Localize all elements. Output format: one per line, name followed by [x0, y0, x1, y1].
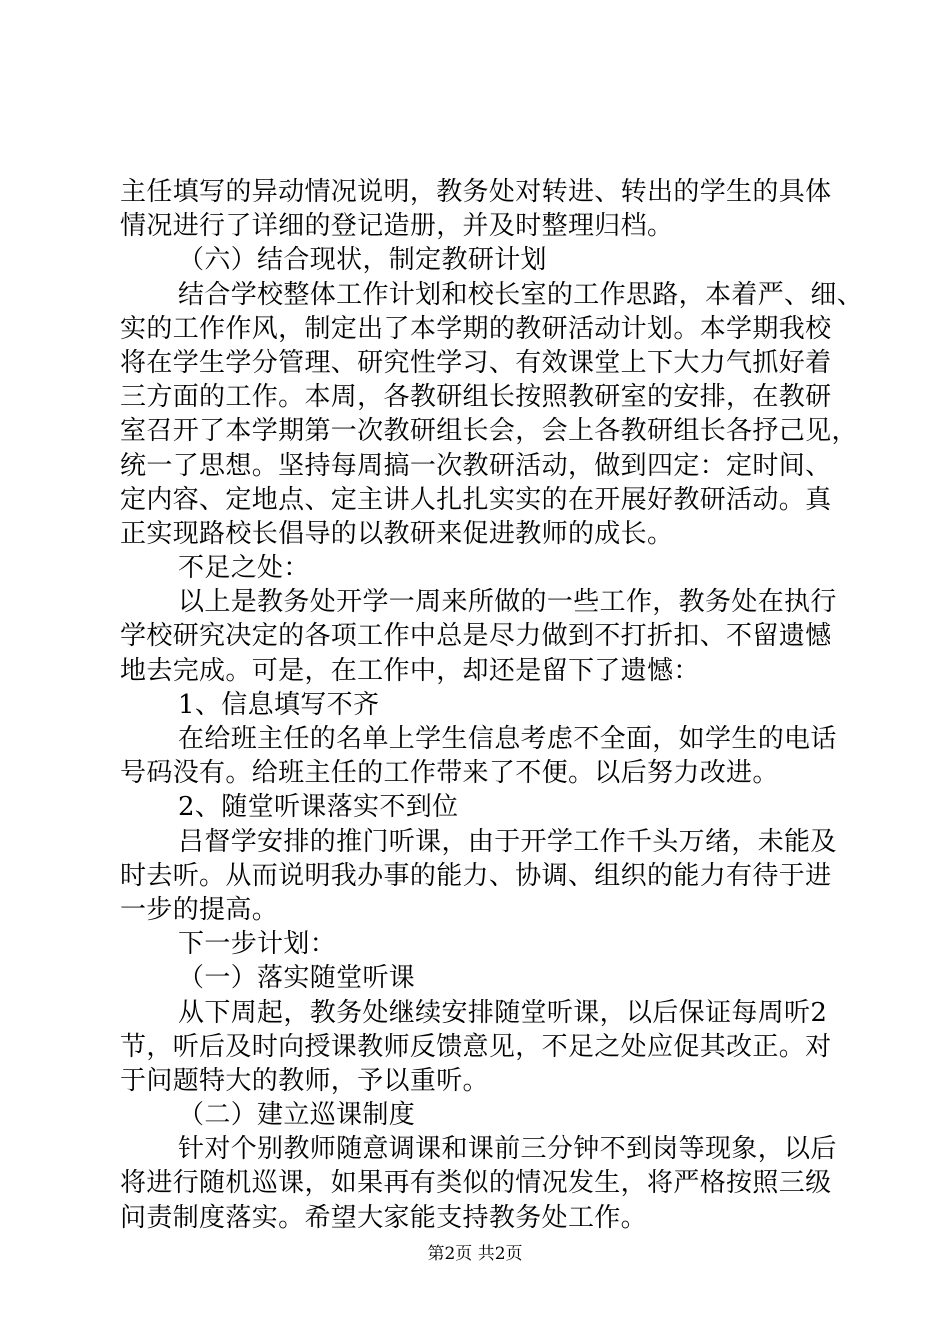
text-line: 情况进行了详细的登记造册，并及时整理归档。: [120, 211, 674, 242]
text-line: （二）建立巡课制度: [178, 1100, 416, 1131]
text-line: 针对个别教师随意调课和课前三分钟不到岗等现象，以后: [178, 1134, 837, 1165]
text-line: 从下周起，教务处继续安排随堂听课，以后保证每周听2: [178, 997, 828, 1028]
text-line: 结合学校整体工作计划和校长室的工作思路，本着严、细、: [178, 279, 864, 310]
text-line: 在给班主任的名单上学生信息考虑不全面，如学生的电话: [178, 724, 837, 754]
text-line: 节，听后及时向授课教师反馈意见，不足之处应促其改正。对: [120, 1031, 832, 1062]
text-line: 定内容、定地点、定主讲人扎扎实实的在开展好教研活动。真: [120, 484, 832, 515]
text-line: 下一步计划：: [178, 929, 337, 960]
text-line: 问责制度落实。希望大家能支持教务处工作。: [120, 1202, 648, 1233]
page-footer: 第2页 共2页: [427, 1244, 523, 1264]
text-line: 号码没有。给班主任的工作带来了不便。以后努力改进。: [120, 758, 779, 789]
text-line: 于问题特大的教师，予以重听。: [120, 1065, 489, 1096]
text-line: 2、随堂听课落实不到位: [178, 792, 459, 823]
text-line: 学校研究决定的各项工作中总是尽力做到不打折扣、不留遗憾: [120, 621, 832, 652]
text-line: （一）落实随堂听课: [178, 963, 416, 994]
text-line: 统一了思想。坚持每周搞一次教研活动，做到四定：定时间、: [120, 450, 832, 481]
text-line: 室召开了本学期第一次教研组长会，会上各教研组长各抒己见，: [120, 416, 858, 447]
text-line: 实的工作作风，制定出了本学期的教研活动计划。本学期我校: [120, 313, 832, 344]
text-line: 将在学生学分管理、研究性学习、有效课堂上下大力气抓好着: [120, 347, 832, 378]
text-line: （六）结合现状，制定教研计划: [178, 245, 547, 276]
text-line: 以上是教务处开学一周来所做的一些工作，教务处在执行: [178, 587, 837, 618]
text-line: 正实现路校长倡导的以教研来促进教师的成长。: [120, 518, 674, 549]
text-line: 吕督学安排的推门听课，由于开学工作千头万绪，未能及: [178, 826, 837, 857]
document-body: [120, 175, 864, 1235]
text-line: 不足之处：: [178, 553, 310, 584]
text-line: 1、信息填写不齐: [178, 689, 380, 720]
text-line: 地去完成。可是，在工作中，却还是留下了遗憾：: [120, 655, 700, 686]
text-line: 三方面的工作。本周，各教研组长按照教研室的安排，在教研: [120, 382, 832, 413]
text-line: 主任填写的异动情况说明，教务处对转进、转出的学生的具体: [120, 177, 832, 207]
text-line: 将进行随机巡课，如果再有类似的情况发生，将严格按照三级: [120, 1168, 832, 1199]
text-line: 一步的提高。: [120, 894, 279, 925]
text-line: 时去听。从而说明我办事的能力、协调、组织的能力有待于进: [120, 860, 832, 891]
